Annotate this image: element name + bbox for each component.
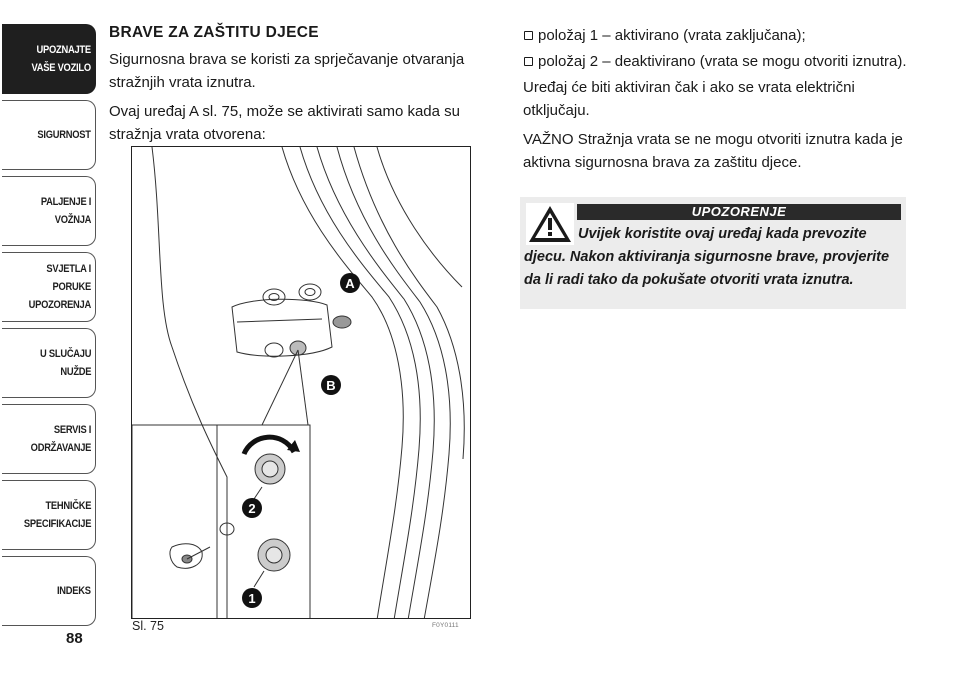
paragraph: VAŽNO Stražnja vrata se ne mogu otvoriti iznutra kada je aktivna sigurnosna brava za zaštitu djece. [523,131,903,171]
checkbox-bullet-icon [524,57,533,66]
figure-caption: Sl. 75 [132,619,164,633]
figure-code: F0Y0111 [432,622,459,629]
callout-1 [242,588,262,608]
door-lock-illustration [132,147,471,619]
tab-label: PALJENJE I VOŽNJA [40,196,91,226]
warning-title: UPOZORENJE [577,204,901,220]
tab-indeks[interactable] [2,556,96,626]
tab-sigurnost[interactable] [2,100,96,170]
list-item [523,50,908,73]
callout-2 [242,498,262,518]
tab-tehnicke-specifikacije[interactable] [2,480,96,550]
warning-text: Uvijek koristite ovaj uređaj kada prevozite djecu. Nakon aktiviranja sigurnosne brave, provjerite da li radi tako da pokušate otvoriti vrata iznutra. [524,226,890,288]
callout-b-label: B [326,378,336,393]
callout-a [340,273,360,293]
left-column [109,24,499,152]
section-heading: BRAVE ZA ZAŠTITU DJECE [109,24,319,41]
paragraph: Sigurnosna brava se koristi za sprječavanje otvaranja stražnjih vrata iznutra. [109,51,465,91]
warning-box [520,197,906,309]
tab-label: UPOZNAJTE VAŠE VOZILO [31,44,91,74]
tab-svjetla-i-poruke-upozorenja[interactable] [2,252,96,322]
callout-1-label: 1 [248,591,256,606]
right-column [523,24,908,180]
paragraph: Ovaj uređaj A sl. 75, može se aktivirati samo kada su stražnja vrata otvorena: [109,103,460,143]
list-item-text: položaj 1 – aktivirano (vrata zaključana); [538,27,806,44]
tab-label: INDEKS [57,585,91,597]
tab-servis-i-odrzavanje[interactable] [2,404,96,474]
tab-paljenje-i-voznja[interactable] [2,176,96,246]
tab-label: U SLUČAJU NUŽDE [39,348,91,378]
tab-upoznajte-vase-vozilo[interactable] [2,24,96,94]
list-item [523,24,908,47]
callout-a-label: A [345,276,355,291]
tab-u-slucaju-nuzde[interactable] [2,328,96,398]
callout-b [321,375,341,395]
figure-child-lock [131,146,471,619]
tab-label: SIGURNOST [37,129,91,141]
tab-label: SERVIS I ODRŽAVANJE [30,424,91,454]
callout-2-label: 2 [248,501,256,516]
paragraph: Uređaj će biti aktiviran čak i ako se vrata električni otključaju. [523,79,855,119]
tab-label: SVJETLA I PORUKE UPOZORENJA [28,263,91,311]
list-item-text: položaj 2 – deaktivirano (vrata se mogu otvoriti iznutra). [538,53,907,70]
checkbox-bullet-icon [524,31,533,40]
page-number: 88 [66,630,83,647]
tab-label: TEHNIČKE SPECIFIKACIJE [23,500,91,530]
